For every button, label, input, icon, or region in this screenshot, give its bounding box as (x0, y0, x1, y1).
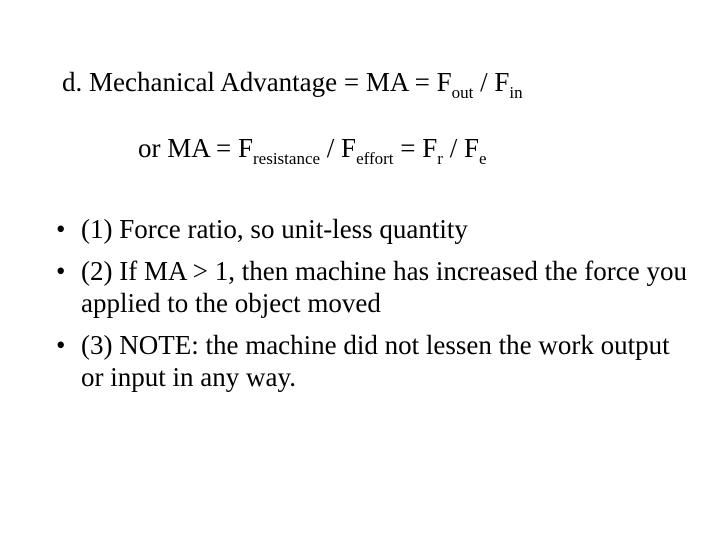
equation-text: = F (393, 133, 438, 163)
equation-text: / F (320, 133, 357, 163)
bullet-text: (2) If MA > 1, then machine has increased the force you applied to the object moved (81, 256, 688, 318)
equation-text: d. Mechanical Advantage = MA = F (62, 67, 452, 97)
bullet-item (56, 329, 696, 393)
equation-text: / F (442, 133, 479, 163)
bullet-text: (3) NOTE: the machine did not lessen the work output or input in any way. (81, 330, 670, 392)
subscript-out: out (451, 83, 474, 102)
subscript-in: in (509, 83, 523, 102)
bullet-list (56, 213, 696, 403)
subscript-resistance: resistance (253, 149, 321, 168)
bullet-text: (1) Force ratio, so unit-less quantity (81, 214, 468, 244)
bullet-dot: • (56, 256, 66, 286)
bullet-dot: • (56, 330, 66, 360)
subscript-e: e (478, 149, 487, 168)
equation-text: or MA = F (138, 133, 254, 163)
equation-text: / F (473, 67, 510, 97)
bullet-item (56, 213, 696, 245)
bullet-dot: • (56, 214, 66, 244)
subscript-r: r (437, 149, 443, 168)
alternate-ma-equation (138, 132, 487, 168)
bullet-item (56, 255, 696, 319)
mechanical-advantage-equation (62, 66, 523, 102)
subscript-effort: effort (356, 149, 394, 168)
